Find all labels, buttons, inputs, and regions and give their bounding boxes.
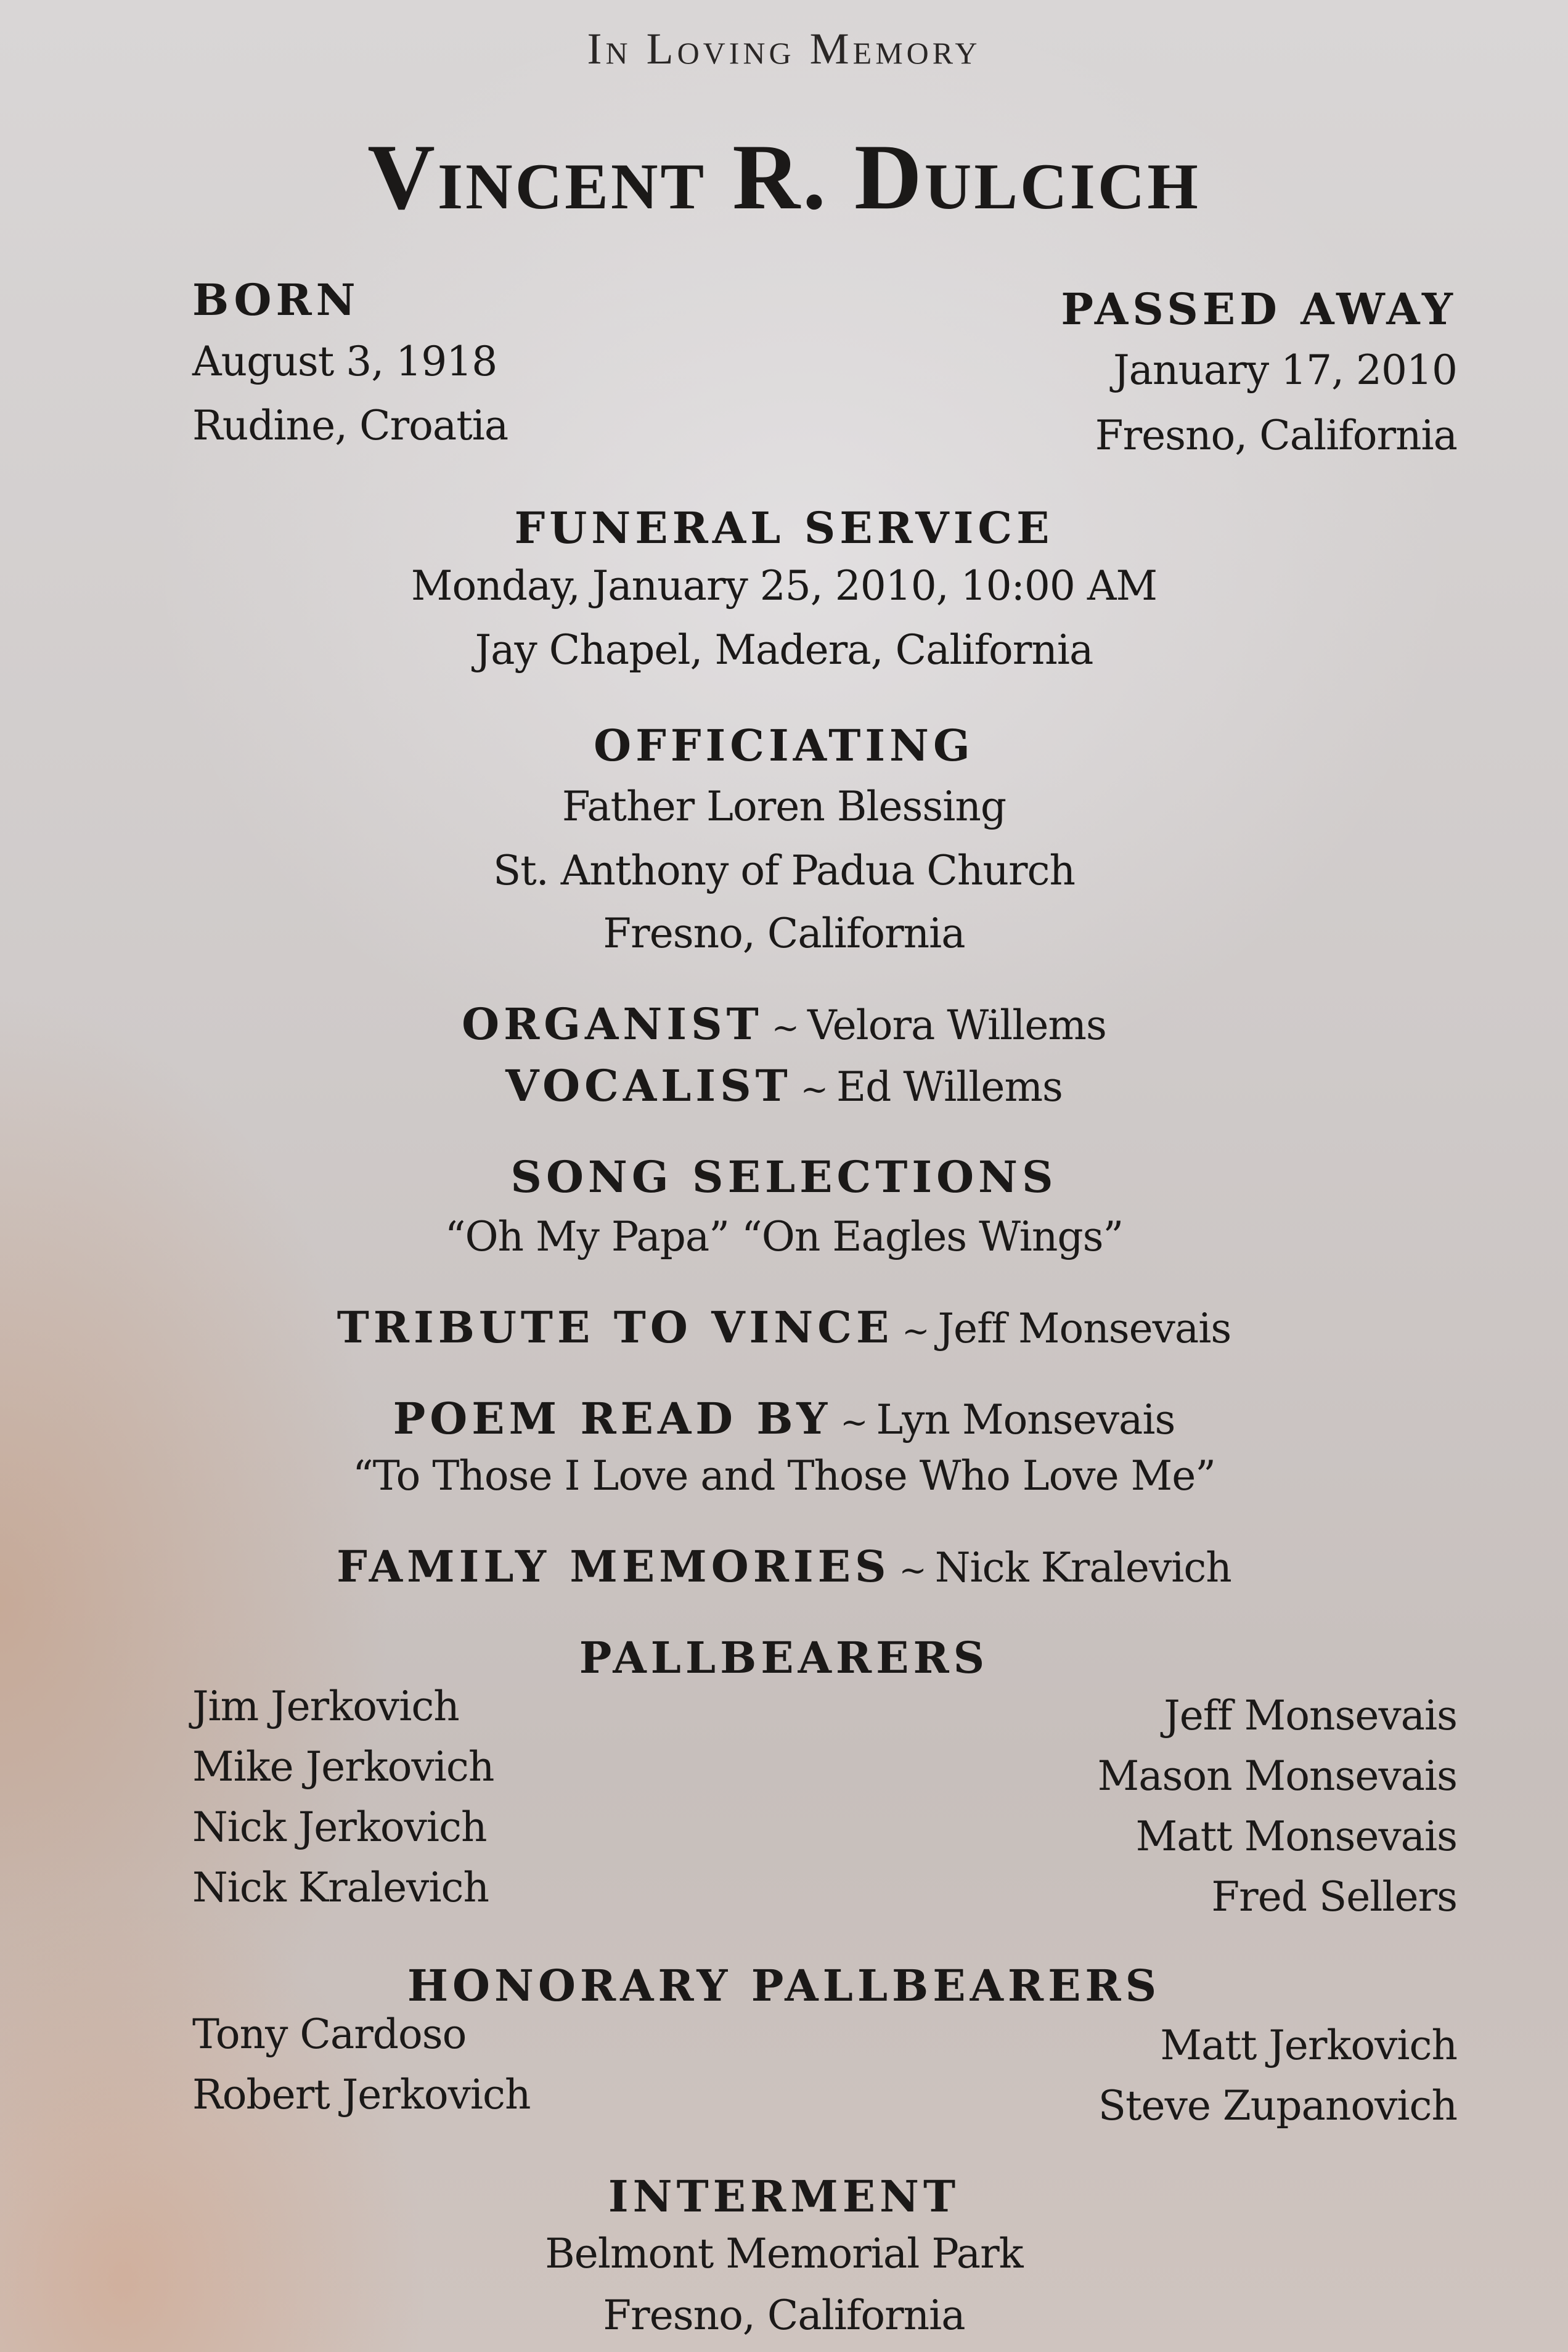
organist-label: ORGANIST	[462, 998, 763, 1050]
song-selections-label: SONG SELECTIONS	[510, 1151, 1058, 1203]
honorary-pallbearer-name: Matt Jerkovich	[1160, 2022, 1457, 2069]
song-titles: “Oh My Papa” “On Eagles Wings”	[444, 1213, 1124, 1260]
tribute-name: Jeff Monsevais	[937, 1305, 1231, 1352]
pallbearer-name: Jeff Monsevais	[1164, 1692, 1457, 1739]
separator: ~	[902, 1312, 929, 1350]
organist-name: Velora Willems	[807, 1002, 1106, 1049]
born-date: August 3, 1918	[192, 338, 497, 385]
pallbearer-name: Nick Kralevich	[192, 1864, 489, 1911]
passed-away-place: Fresno, California	[1095, 412, 1457, 459]
born-place: Rudine, Croatia	[192, 402, 508, 449]
born-label: BORN	[192, 274, 360, 325]
pallbearers-label: PALLBEARERS	[579, 1632, 989, 1683]
passed-away-date: January 17, 2010	[1113, 346, 1457, 394]
tribute-label: TRIBUTE TO VINCE	[337, 1302, 894, 1353]
pallbearer-name: Mike Jerkovich	[192, 1743, 494, 1791]
poem-line	[0, 1393, 1568, 1444]
deceased-name: Vincent R. Dulcich	[367, 125, 1201, 229]
pallbearer-name: Fred Sellers	[1211, 1873, 1457, 1921]
funeral-place: Jay Chapel, Madera, California	[475, 626, 1093, 674]
separator: ~	[840, 1403, 868, 1442]
poem-label: POEM READ BY	[393, 1393, 832, 1444]
pallbearer-name: Matt Monsevais	[1135, 1813, 1457, 1860]
honorary-pallbearer-name: Tony Cardoso	[192, 2011, 467, 2058]
poem-reader-name: Lyn Monsevais	[876, 1396, 1175, 1443]
funeral-datetime: Monday, January 25, 2010, 10:00 AM	[410, 562, 1158, 610]
honorary-pallbearer-name: Steve Zupanovich	[1098, 2082, 1457, 2129]
in-loving-memory-heading: In Loving Memory	[587, 24, 981, 73]
interment-label: INTERMENT	[608, 2171, 960, 2222]
family-memories-name: Nick Kralevich	[934, 1544, 1231, 1591]
honorary-pallbearer-name: Robert Jerkovich	[192, 2071, 531, 2118]
officiating-line: Fresno, California	[603, 910, 965, 957]
pallbearer-name: Nick Jerkovich	[192, 1803, 487, 1851]
officiating-line: St. Anthony of Padua Church	[493, 847, 1075, 894]
officiating-line: Father Loren Blessing	[561, 783, 1007, 830]
interment-line: Belmont Memorial Park	[545, 2230, 1023, 2277]
pallbearer-name: Jim Jerkovich	[192, 1683, 459, 1730]
organist-line	[0, 998, 1568, 1050]
tribute-line	[0, 1302, 1568, 1353]
vocalist-line	[0, 1060, 1568, 1111]
separator: ~	[899, 1551, 926, 1590]
vocalist-label: VOCALIST	[505, 1060, 792, 1111]
pallbearer-name: Mason Monsevais	[1097, 1752, 1457, 1800]
honorary-pallbearers-label: HONORARY PALLBEARERS	[407, 1960, 1161, 2011]
vocalist-name: Ed Willems	[836, 1063, 1063, 1111]
interment-line: Fresno, California	[603, 2292, 965, 2339]
officiating-label: OFFICIATING	[594, 720, 974, 771]
poem-title: “To Those I Love and Those Who Love Me”	[352, 1452, 1216, 1500]
funeral-service-label: FUNERAL SERVICE	[514, 502, 1054, 553]
separator: ~	[800, 1070, 828, 1109]
passed-away-label: PASSED AWAY	[1061, 284, 1457, 335]
family-memories-line	[0, 1541, 1568, 1592]
family-memories-label: FAMILY MEMORIES	[337, 1541, 891, 1592]
separator: ~	[771, 1008, 799, 1047]
